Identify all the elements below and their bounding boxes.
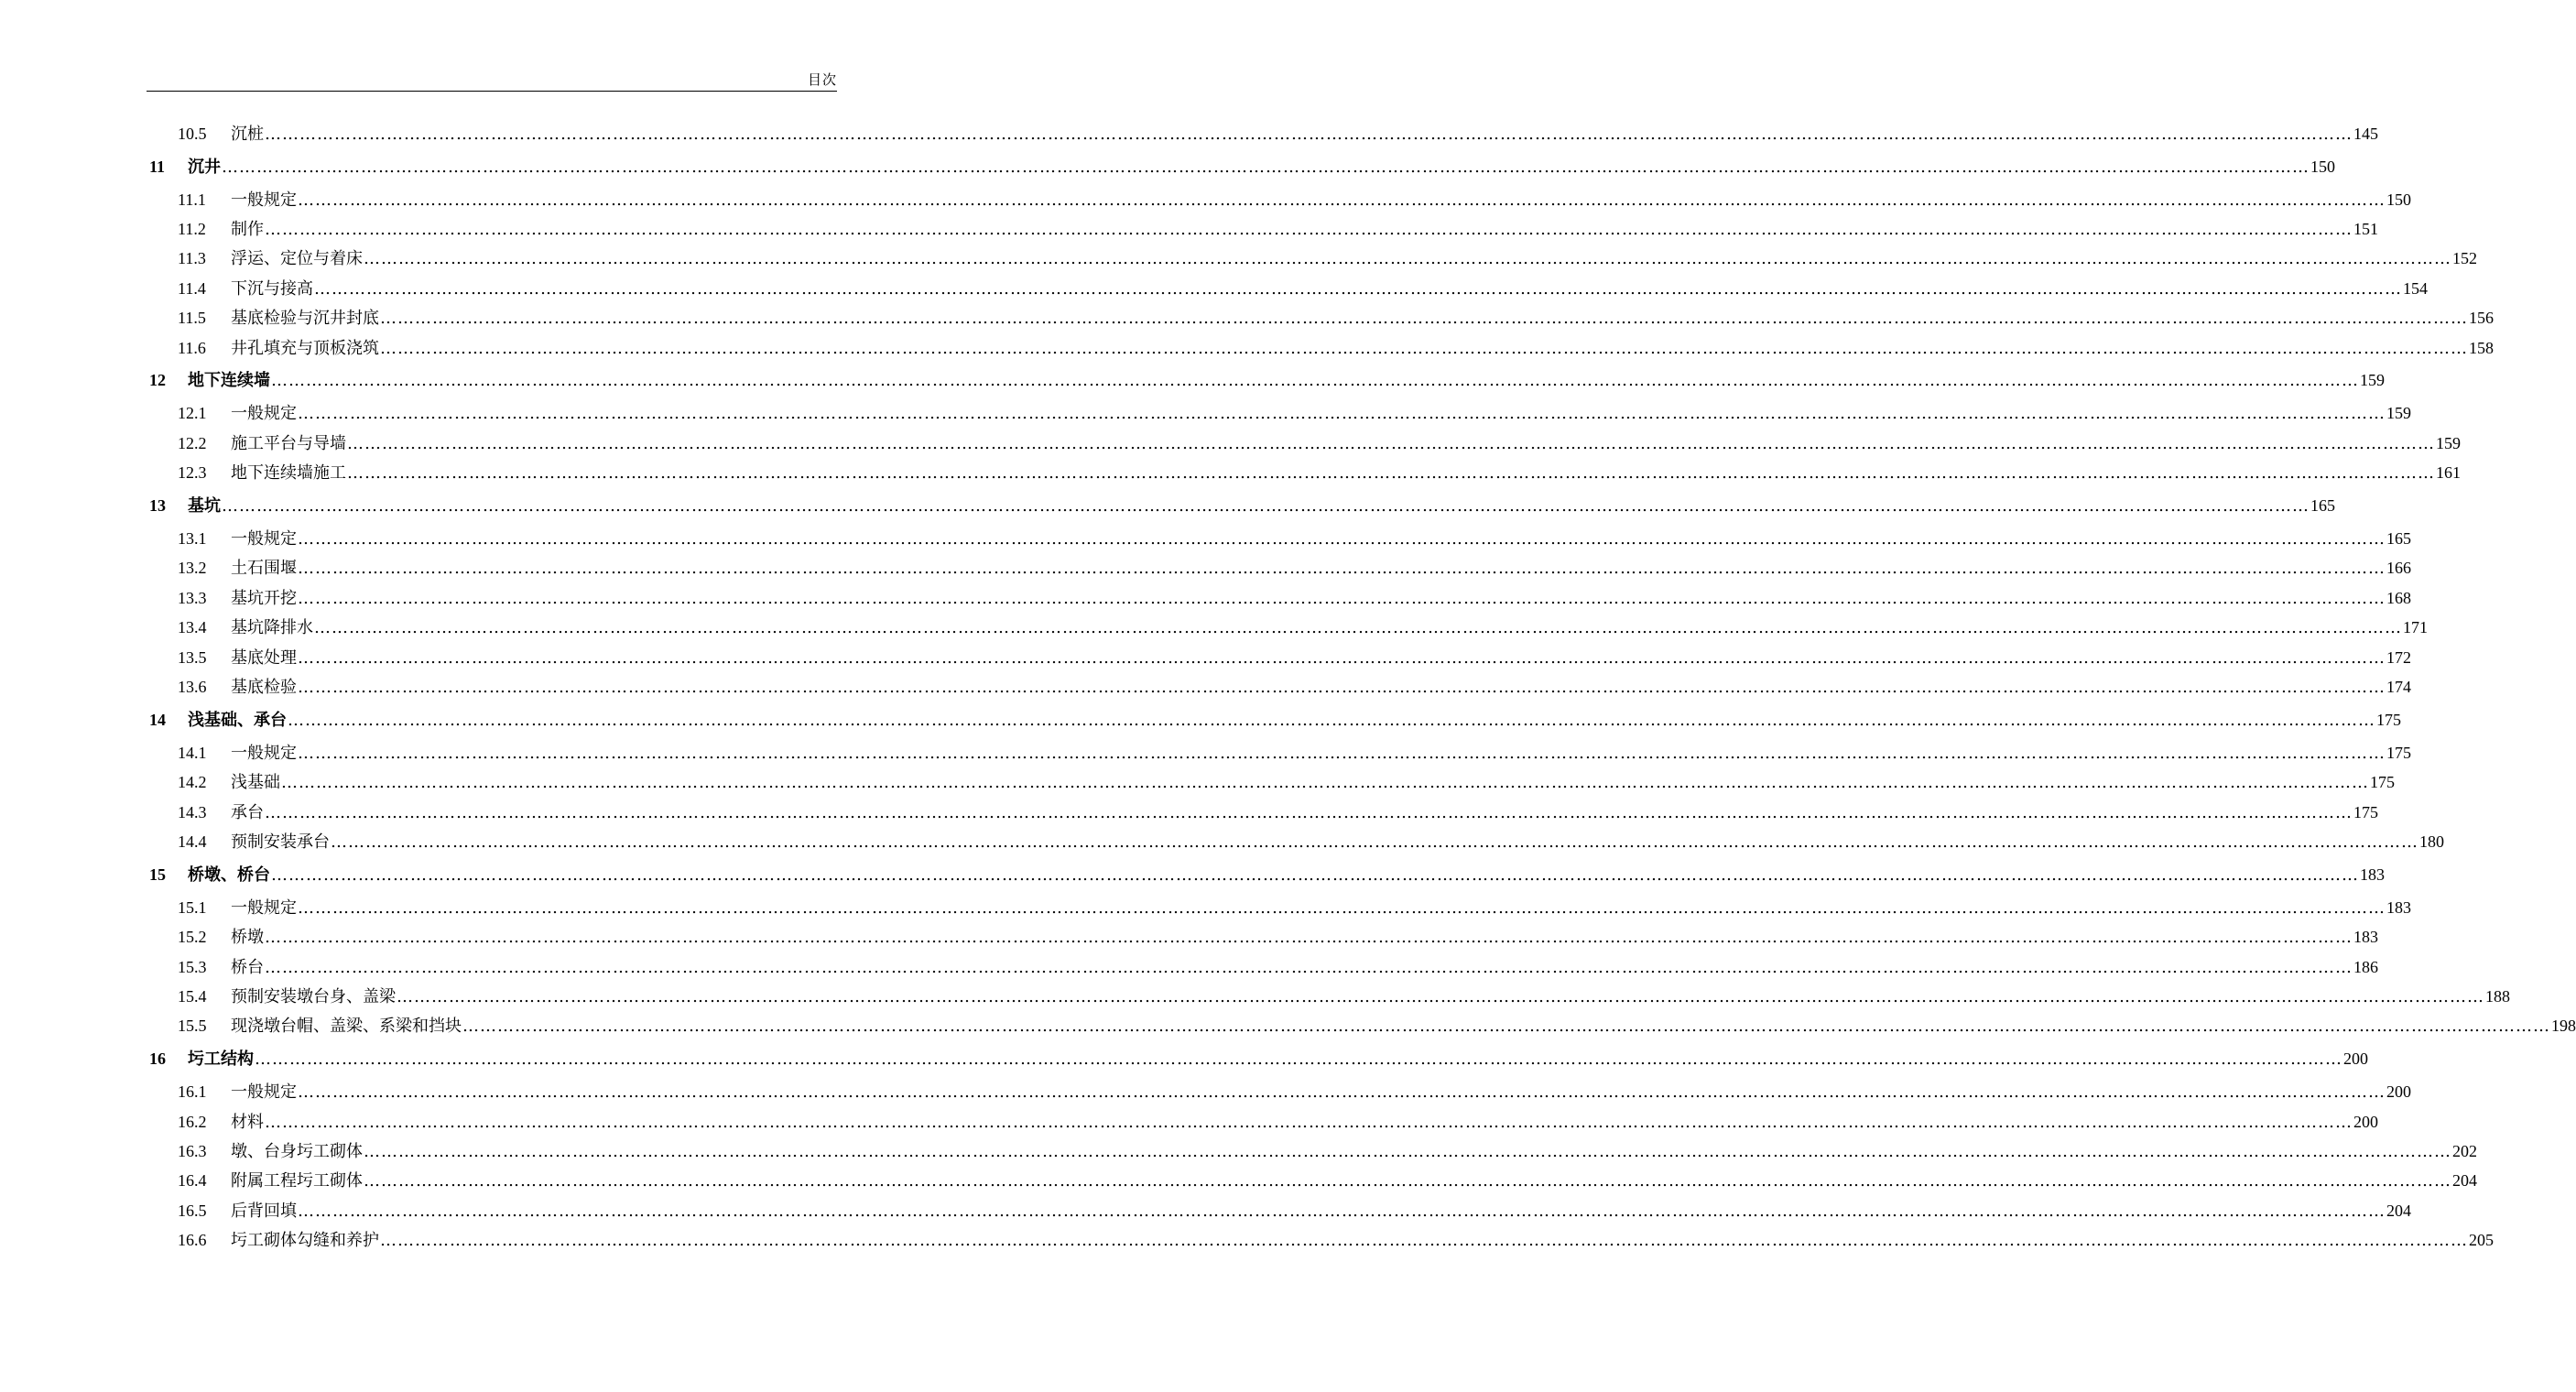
toc-entry-number: 16.5: [178, 1202, 207, 1220]
toc-dot-leader: ………………………………………………………………………………………………………………………………………………………………………………………………………………………………………………………………………………………………………………………………: [298, 744, 2386, 763]
toc-section-entry[interactable]: [178, 217, 2378, 241]
toc-dot-leader: ………………………………………………………………………………………………………………………………………………………………………………………………………………………………………………………………………………………………………………………………: [397, 987, 2484, 1006]
toc-dot-leader: ………………………………………………………………………………………………………………………………………………………………………………………………………………………………………………………………………………………………………………………………: [265, 928, 2353, 947]
toc-entry-page: 151: [2353, 220, 2378, 238]
toc-entry-number: 13.1: [178, 529, 207, 548]
toc-entry-page: 183: [2386, 898, 2411, 917]
toc-dot-leader: ………………………………………………………………………………………………………………………………………………………………………………………………………………………………………………………………………………………………………………………………: [298, 404, 2386, 423]
toc-dot-leader: ………………………………………………………………………………………………………………………………………………………………………………………………………………………………………………………………………………………………………………………………: [314, 618, 2402, 637]
toc-entry-number: 14.2: [178, 773, 207, 791]
toc-dot-leader: ………………………………………………………………………………………………………………………………………………………………………………………………………………………………………………………………………………………………………………………………: [271, 371, 2359, 390]
toc-entry-title: 附属工程圬工砌体: [231, 1171, 363, 1191]
toc-section-entry[interactable]: [178, 277, 2428, 300]
toc-entry-page: 175: [2386, 744, 2411, 762]
toc-dot-leader: ………………………………………………………………………………………………………………………………………………………………………………………………………………………………………………………………………………………………………………………………: [265, 803, 2353, 822]
toc-entry-title: 一般规定: [231, 744, 297, 763]
toc-dot-leader: ………………………………………………………………………………………………………………………………………………………………………………………………………………………………………………………………………………………………………………………………: [298, 529, 2386, 549]
toc-entry-number: 12.2: [178, 434, 207, 452]
toc-section-entry[interactable]: [178, 1014, 2576, 1038]
toc-dot-leader: ………………………………………………………………………………………………………………………………………………………………………………………………………………………………………………………………………………………………………………………………: [265, 1113, 2353, 1132]
toc-entry-page: 183: [2353, 928, 2378, 946]
toc-entry-number: 14.4: [178, 832, 207, 851]
toc-section-entry[interactable]: [178, 1139, 2477, 1163]
toc-entry-page: 172: [2386, 648, 2411, 667]
toc-entry-page: 158: [2469, 339, 2494, 357]
toc-entry-number: 16: [149, 1049, 166, 1068]
toc-entry-title: 浅基础: [231, 773, 280, 792]
toc-entry-title: 沉井: [188, 158, 221, 177]
toc-entry-page: 204: [2386, 1202, 2411, 1220]
toc-entry-number: 12: [149, 371, 166, 389]
toc-section-entry[interactable]: [178, 896, 2411, 919]
toc-entry-title: 一般规定: [231, 404, 297, 423]
toc-section-entry[interactable]: [178, 306, 2494, 330]
toc-entry-number: 11.3: [178, 249, 206, 267]
toc-entry-title: 浮运、定位与着床: [231, 249, 363, 268]
toc-entry-page: 175: [2353, 803, 2378, 821]
toc-entry-page: 171: [2403, 618, 2428, 636]
toc-dot-leader: ………………………………………………………………………………………………………………………………………………………………………………………………………………………………………………………………………………………………………………………………: [347, 434, 2435, 453]
toc-section-entry[interactable]: [178, 770, 2395, 794]
toc-chapter-entry[interactable]: [149, 368, 2385, 392]
toc-entry-page: 188: [2485, 987, 2510, 1006]
toc-dot-leader: ………………………………………………………………………………………………………………………………………………………………………………………………………………………………………………………………………………………………………………………………: [331, 832, 2418, 852]
toc-entry-page: 152: [2452, 249, 2477, 267]
toc-entry-title: 地下连续墙: [188, 371, 270, 390]
toc-entry-title: 下沉与接高: [231, 279, 313, 299]
toc-dot-leader: ………………………………………………………………………………………………………………………………………………………………………………………………………………………………………………………………………………………………………………………………: [380, 309, 2468, 328]
toc-entry-page: 186: [2353, 958, 2378, 976]
toc-dot-leader: ………………………………………………………………………………………………………………………………………………………………………………………………………………………………………………………………………………………………………………………………: [347, 463, 2435, 483]
toc-entry-number: 15: [149, 865, 166, 884]
toc-entry-title: 预制安装承台: [231, 832, 330, 852]
toc-section-entry[interactable]: [178, 401, 2411, 425]
toc-dot-leader: ………………………………………………………………………………………………………………………………………………………………………………………………………………………………………………………………………………………………………………………………: [222, 496, 2310, 516]
toc-entry-page: 156: [2469, 309, 2494, 327]
toc-section-entry[interactable]: [178, 188, 2411, 212]
toc-entry-number: 14.1: [178, 744, 207, 762]
toc-entry-number: 13.6: [178, 678, 207, 696]
toc-entry-number: 16.2: [178, 1113, 207, 1131]
toc-dot-leader: ………………………………………………………………………………………………………………………………………………………………………………………………………………………………………………………………………………………………………………………………: [298, 1202, 2386, 1221]
header-title: 目次: [807, 71, 837, 88]
toc-entry-number: 10.5: [178, 125, 207, 143]
toc-entry-title: 地下连续墙施工: [231, 463, 346, 483]
toc-entry-title: 一般规定: [231, 529, 297, 549]
toc-entry-page: 200: [2353, 1113, 2378, 1131]
toc-dot-leader: ………………………………………………………………………………………………………………………………………………………………………………………………………………………………………………………………………………………………………………………………: [271, 865, 2359, 885]
toc-entry-number: 15.1: [178, 898, 207, 917]
toc-dot-leader: ………………………………………………………………………………………………………………………………………………………………………………………………………………………………………………………………………………………………………………………………: [288, 711, 2375, 730]
toc-dot-leader: ………………………………………………………………………………………………………………………………………………………………………………………………………………………………………………………………………………………………………………………………: [298, 559, 2386, 578]
toc-section-entry[interactable]: [178, 984, 2510, 1008]
toc-entry-title: 一般规定: [231, 190, 297, 210]
toc-entry-number: 11.6: [178, 339, 206, 357]
toc-entry-number: 13.5: [178, 648, 207, 667]
toc-chapter-entry[interactable]: [149, 708, 2401, 732]
toc-entry-title: 基底检验: [231, 678, 297, 697]
toc-entry-page: 198: [2551, 1017, 2576, 1035]
toc-entry-title: 基坑降排水: [231, 618, 313, 637]
toc-entry-number: 15.4: [178, 987, 207, 1006]
toc-chapter-entry[interactable]: [149, 1047, 2368, 1071]
toc-entry-title: 基坑开挖: [231, 589, 297, 608]
toc-section-entry[interactable]: [178, 1199, 2411, 1223]
toc-entry-title: 圬工砌体勾缝和养护: [231, 1231, 379, 1250]
toc-dot-leader: ………………………………………………………………………………………………………………………………………………………………………………………………………………………………………………………………………………………………………………………………: [265, 958, 2353, 977]
toc-entry-title: 土石围堰: [231, 559, 297, 578]
toc-section-entry[interactable]: [178, 122, 2378, 146]
toc-dot-leader: ………………………………………………………………………………………………………………………………………………………………………………………………………………………………………………………………………………………………………………………………: [265, 220, 2353, 239]
toc-entry-number: 15.5: [178, 1017, 207, 1035]
toc-entry-page: 204: [2452, 1171, 2477, 1190]
toc-entry-page: 166: [2386, 559, 2411, 577]
toc-section-entry[interactable]: [178, 527, 2411, 550]
toc-entry-title: 井孔填充与顶板浇筑: [231, 339, 379, 358]
toc-section-entry[interactable]: [178, 1080, 2411, 1104]
toc-section-entry[interactable]: [178, 646, 2411, 669]
toc-entry-page: 200: [2386, 1082, 2411, 1101]
toc-entry-page: 175: [2376, 711, 2401, 729]
toc-section-entry[interactable]: [178, 586, 2411, 610]
toc-entry-page: 200: [2343, 1049, 2368, 1068]
toc-entry-page: 150: [2310, 158, 2335, 176]
toc-chapter-entry[interactable]: [149, 494, 2335, 517]
toc-dot-leader: ………………………………………………………………………………………………………………………………………………………………………………………………………………………………………………………………………………………………………………………………: [462, 1017, 2550, 1036]
toc-entry-title: 现浇墩台帽、盖梁、系梁和挡块: [231, 1017, 462, 1036]
toc-entry-title: 一般规定: [231, 898, 297, 918]
toc-entry-title: 材料: [231, 1113, 264, 1132]
toc-dot-leader: ………………………………………………………………………………………………………………………………………………………………………………………………………………………………………………………………………………………………………………………………: [298, 589, 2386, 608]
toc-entry-number: 12.3: [178, 463, 207, 482]
toc-entry-number: 13.4: [178, 618, 207, 636]
toc-entry-title: 浅基础、承台: [188, 711, 287, 730]
toc-entry-number: 14.3: [178, 803, 207, 821]
toc-dot-leader: ………………………………………………………………………………………………………………………………………………………………………………………………………………………………………………………………………………………………………………………………: [364, 249, 2451, 268]
toc-entry-number: 16.3: [178, 1142, 207, 1160]
toc-dot-leader: ………………………………………………………………………………………………………………………………………………………………………………………………………………………………………………………………………………………………………………………………: [364, 1171, 2451, 1191]
toc-entry-title: 基坑: [188, 496, 221, 516]
toc-entry-page: 183: [2360, 865, 2385, 884]
toc-dot-leader: ………………………………………………………………………………………………………………………………………………………………………………………………………………………………………………………………………………………………………………………………: [298, 190, 2386, 210]
toc-section-entry[interactable]: [178, 741, 2411, 765]
toc-entry-number: 13.3: [178, 589, 207, 607]
toc-entry-title: 桥台: [231, 958, 264, 977]
toc-dot-leader: ………………………………………………………………………………………………………………………………………………………………………………………………………………………………………………………………………………………………………………………………: [380, 339, 2468, 358]
toc-entry-number: 15.2: [178, 928, 207, 946]
toc-entry-page: 165: [2386, 529, 2411, 548]
toc-section-entry[interactable]: [178, 955, 2378, 979]
toc-dot-leader: ………………………………………………………………………………………………………………………………………………………………………………………………………………………………………………………………………………………………………………………………: [222, 158, 2310, 177]
toc-entry-page: 159: [2360, 371, 2385, 389]
toc-dot-leader: ………………………………………………………………………………………………………………………………………………………………………………………………………………………………………………………………………………………………………………………………: [281, 773, 2369, 792]
toc-entry-number: 14: [149, 711, 166, 729]
toc-entry-page: 145: [2353, 125, 2378, 143]
toc-entry-page: 150: [2386, 190, 2411, 209]
toc-entry-number: 11.2: [178, 220, 206, 238]
toc-entry-number: 13.2: [178, 559, 207, 577]
toc-entry-page: 174: [2386, 678, 2411, 696]
toc-entry-number: 16.1: [178, 1082, 207, 1101]
toc-entry-number: 15.3: [178, 958, 207, 976]
toc-entry-page: 165: [2310, 496, 2335, 515]
toc-dot-leader: ………………………………………………………………………………………………………………………………………………………………………………………………………………………………………………………………………………………………………………………………: [314, 279, 2402, 299]
toc-section-entry[interactable]: [178, 336, 2494, 360]
toc-entry-page: 180: [2419, 832, 2444, 851]
toc-entry-page: 202: [2452, 1142, 2477, 1160]
toc-entry-page: 154: [2403, 279, 2428, 298]
toc-dot-leader: ………………………………………………………………………………………………………………………………………………………………………………………………………………………………………………………………………………………………………………………………: [298, 898, 2386, 918]
toc-entry-number: 11.1: [178, 190, 206, 209]
toc-section-entry[interactable]: [178, 1110, 2378, 1134]
toc-dot-leader: ………………………………………………………………………………………………………………………………………………………………………………………………………………………………………………………………………………………………………………………………: [298, 648, 2386, 668]
toc-entry-page: 159: [2436, 434, 2461, 452]
toc-section-entry[interactable]: [178, 1228, 2494, 1252]
toc-entry-page: 161: [2436, 463, 2461, 482]
toc-dot-leader: ………………………………………………………………………………………………………………………………………………………………………………………………………………………………………………………………………………………………………………………………: [255, 1049, 2342, 1069]
toc-entry-page: 159: [2386, 404, 2411, 422]
toc-section-entry[interactable]: [178, 925, 2378, 949]
toc-entry-number: 16.4: [178, 1171, 207, 1190]
toc-entry-title: 圬工结构: [188, 1049, 254, 1069]
toc-dot-leader: ………………………………………………………………………………………………………………………………………………………………………………………………………………………………………………………………………………………………………………………………: [380, 1231, 2468, 1250]
toc-section-entry[interactable]: [178, 246, 2477, 270]
toc-entry-title: 施工平台与导墙: [231, 434, 346, 453]
toc-entry-title: 预制安装墩台身、盖梁: [231, 987, 396, 1006]
toc-entry-title: 后背回填: [231, 1202, 297, 1221]
toc-entry-title: 桥墩、桥台: [188, 865, 270, 885]
toc-entry-title: 沉桩: [231, 125, 264, 144]
toc-entry-title: 一般规定: [231, 1082, 297, 1102]
toc-entry-title: 制作: [231, 220, 264, 239]
toc-dot-leader: ………………………………………………………………………………………………………………………………………………………………………………………………………………………………………………………………………………………………………………………………: [298, 1082, 2386, 1102]
toc-section-entry[interactable]: [178, 431, 2461, 455]
toc-entry-number: 16.6: [178, 1231, 207, 1249]
toc-entry-title: 基底处理: [231, 648, 297, 668]
toc-dot-leader: ………………………………………………………………………………………………………………………………………………………………………………………………………………………………………………………………………………………………………………………………: [364, 1142, 2451, 1161]
toc-entry-number: 13: [149, 496, 166, 515]
toc-entry-title: 桥墩: [231, 928, 264, 947]
toc-chapter-entry[interactable]: [149, 863, 2385, 886]
toc-entry-title: 承台: [231, 803, 264, 822]
toc-entry-title: 墩、台身圬工砌体: [231, 1142, 363, 1161]
toc-entry-number: 11.4: [178, 279, 206, 298]
toc-entry-page: 175: [2370, 773, 2395, 791]
toc-section-entry[interactable]: [178, 615, 2428, 639]
toc-section-entry[interactable]: [178, 1169, 2477, 1192]
toc-dot-leader: ………………………………………………………………………………………………………………………………………………………………………………………………………………………………………………………………………………………………………………………………: [298, 678, 2386, 697]
toc-section-entry[interactable]: [178, 461, 2461, 484]
toc-chapter-entry[interactable]: [149, 155, 2335, 179]
toc-entry-title: 基底检验与沉井封底: [231, 309, 379, 328]
toc-section-entry[interactable]: [178, 675, 2411, 699]
toc-entry-page: 168: [2386, 589, 2411, 607]
toc-entry-number: 12.1: [178, 404, 207, 422]
toc-section-entry[interactable]: [178, 830, 2444, 854]
toc-section-entry[interactable]: [178, 556, 2411, 580]
toc-dot-leader: ………………………………………………………………………………………………………………………………………………………………………………………………………………………………………………………………………………………………………………………………: [265, 125, 2353, 144]
toc-entry-number: 11: [149, 158, 166, 176]
toc-section-entry[interactable]: [178, 800, 2378, 824]
toc-entry-page: 205: [2469, 1231, 2494, 1249]
toc-entry-number: 11.5: [178, 309, 206, 327]
